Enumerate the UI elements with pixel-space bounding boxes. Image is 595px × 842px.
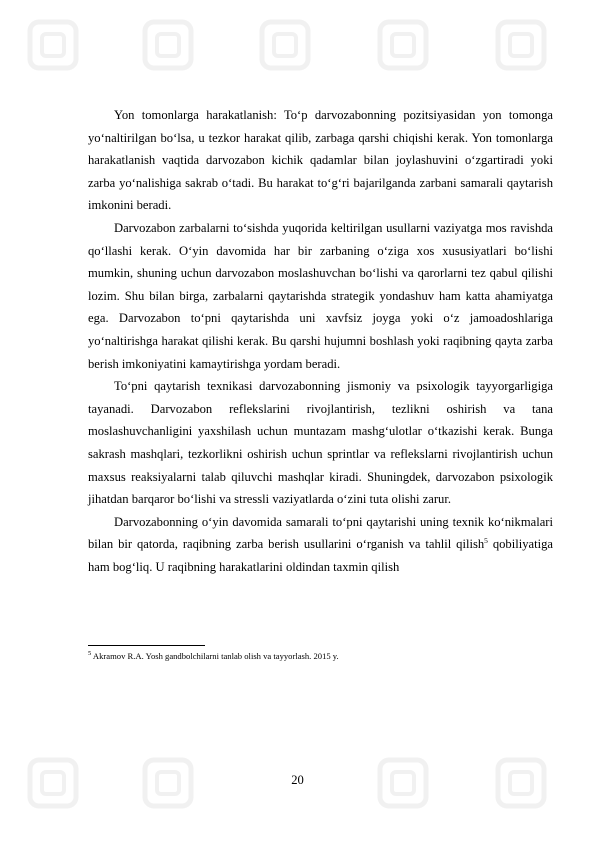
paragraph: Darvozabon zarbalarni to‘sishda yuqorida keltirilgan usullarni vaziyatga mos ravishda qo‘llashi kerak. O‘yin davomida har bir zarbaning o‘ziga xos xususiyatlari bo‘lishi mumkin, shuning uchun darvozabon moslashuvchan bo‘lishi va qarorlarni tez qabul qilishi lozim. Shu bilan birga, zarbalarni qaytarishda strategik yondashuv ham katta ahamiyatga ega. Darvozabon to‘pni qaytarishda uni xavfsiz joyga yoki o‘z jamoadoshlariga yo‘naltirishga harakat qilishi kerak. Bu qarshi hujumni boshlash yoki raqibning qayta zarba berish imkoniyatini kamaytirishga yordam beradi.: [88, 220, 553, 371]
paragraph-text: Darvozabonning o‘yin davomida samarali to‘pni qaytarishi uning texnik ko‘nikmalari bilan bir qatorda, raqibning zarba berish usullarini o‘rganish va tahlil qilish: [88, 514, 553, 552]
paragraph-with-footnote-ref: [88, 511, 553, 579]
body-text: [88, 104, 553, 578]
footnote-reference[interactable]: 5: [484, 536, 488, 546]
paragraph-text-continued: qobiliyatiga ham bog‘liq. U raqibning harakatlarini oldindan taxmin qilish: [88, 537, 553, 574]
footnote-mark: 5: [88, 650, 92, 658]
page-number: 20: [291, 773, 304, 787]
paragraph: To‘pni qaytarish texnikasi darvozabonning jismoniy va psixologik tayyorgarligiga tayanadi. Darvozabon reflekslarini rivojlantirish, tezlikni oshirish va tana moslashuvchanligini yaxshilash uchun muntazam mashg‘ulotlar o‘tkazishi kerak. Bunga sakrash mashqlari, tezkorlikni oshirish uchun sprintlar va reflekslarni rivojlantirish uchun maxsus reaksiyalarni talab qiluvchi mashqlar kiradi. Shuningdek, darvozabon psixologik jihatdan barqaror bo‘lishi va stressli vaziyatlarda o‘zini tuta olishi zarur.: [88, 379, 553, 507]
footnote: [88, 650, 339, 662]
paragraph: Yon tomonlarga harakatlanish: To‘p darvozabonning pozitsiyasidan yon tomonga yo‘naltirilgan bo‘lsa, u tezkor harakat qilib, zarbaga qarshi chiqishi kerak. Yon tomonlarga harakatlanish vaqtida darvozabon kichik qadamlar bilan joylashuvini o‘zgartiradi yoki zarba yo‘nalishiga sakrab o‘tadi. Bu harakat to‘g‘ri bajarilganda zarbani samarali qaytarish imkonini beradi.: [88, 108, 553, 213]
footnote-text: Akramov R.A. Yosh gandbolchilarni tanlab olish va tayyorlash. 2015 y.: [91, 651, 339, 661]
footnote-separator: [88, 645, 205, 646]
